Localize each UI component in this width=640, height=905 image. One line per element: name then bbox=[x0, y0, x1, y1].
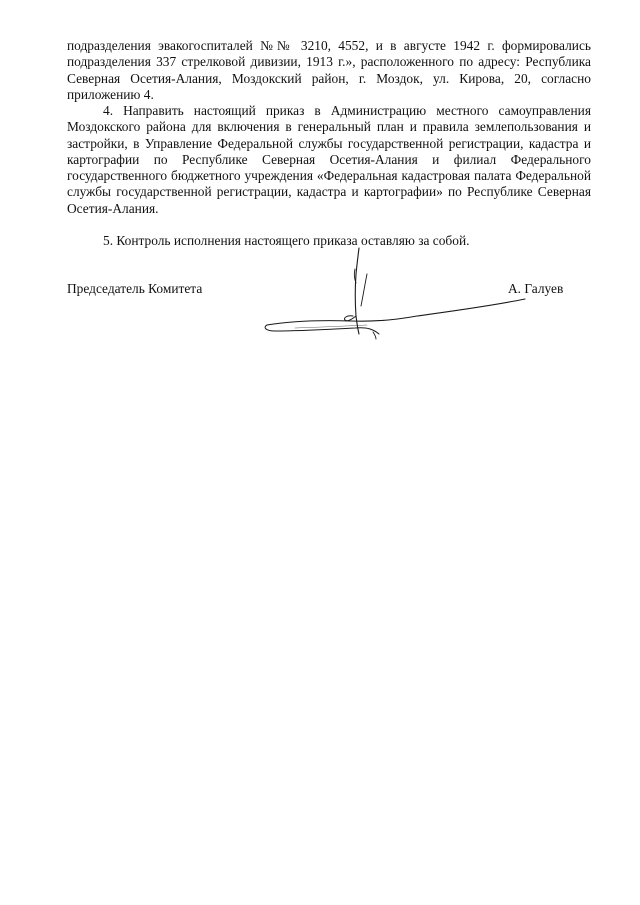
paragraph-continuation: подразделения эвакогоспиталей №№ 3210, 4552, и в августе 1942 г. формировались подразделения 337 стрелковой дивизии, 1913 г.», расположенного по адресу: Республика Северная Осетия-Алания, Моздокский район, г. Моздок, ул. Кирова, 20, согласно приложению 4. bbox=[67, 38, 591, 102]
handwritten-signature bbox=[255, 236, 540, 341]
paragraph-5: 5. Контроль исполнения настоящего приказа оставляю за собой. bbox=[103, 233, 470, 248]
paragraph-4: 4. Направить настоящий приказ в Администрацию местного самоуправления Моздокского района для включения в генеральный план и правила землепользования и застройки, в Управление Федеральной службы государственной регистрации, кадастра и картографии по Республике Северная Осетия-Алания и филиал Федерального государственного бюджетного учреждения «Федеральная кадастровая палата Федеральной службы государственной регистрации, кадастра и картографии» по Республике Северная Осетия-Алания. bbox=[67, 103, 591, 216]
signatory-title: Председатель Комитета bbox=[67, 281, 203, 296]
signatory-name: А. Галуев bbox=[508, 281, 564, 296]
